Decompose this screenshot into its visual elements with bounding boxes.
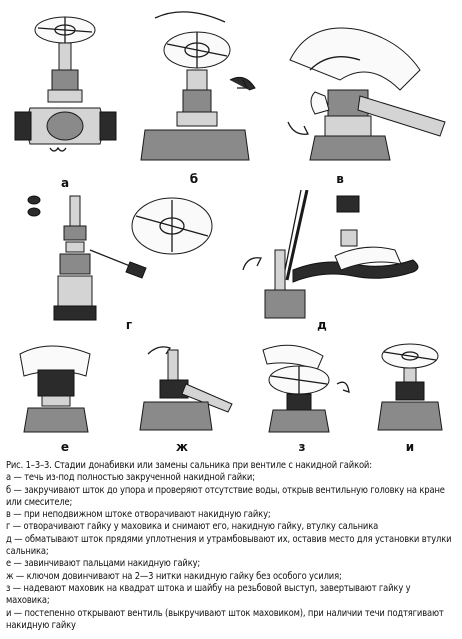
caption-title: Рис. 1–3–3. Стадии донабивки или замены сальника при вентиле с накидной гайкой:: [6, 460, 372, 471]
caption-line-a: а — течь из-под полностью закрученной накидной гайки;: [6, 472, 255, 484]
figure-g-disassembly: [20, 190, 230, 330]
caption-line-e: е — завинчивают пальцами накидную гайку;: [6, 558, 201, 570]
figure-i-open-valve: [370, 340, 455, 435]
figure-zh-wrench-tighten: [130, 340, 235, 435]
figure-label-zh: ж: [176, 440, 188, 454]
caption-line-d: д — обматывают шток прядями уплотнения и утрамбовывают их, оставив место для установки втулки сальника;: [6, 533, 452, 558]
figure-label-a: а: [60, 176, 70, 190]
figure-label-e: е: [60, 440, 70, 454]
figure-caption: [6, 460, 452, 632]
figure-label-v: в: [336, 172, 344, 186]
figure-a-valve: [10, 8, 125, 168]
figure-label-z: з: [298, 440, 306, 454]
figure-z-handwheel-mount: [255, 340, 355, 435]
figure-label-b: б: [189, 172, 199, 186]
figure-d-packing: [235, 190, 455, 330]
caption-line-v: в — при неподвижном штоке отворачивают накидную гайку;: [6, 509, 271, 521]
caption-line-i: и — постепенно открывают вентиль (выкручивают шток маховиком), при наличии течи подтягивают накидную гайку: [6, 607, 444, 631]
caption-line-b: б — закручивают шток до упора и проверяют отсутствие воды, открыв вентильную головку на кране или смесителе;: [6, 484, 445, 508]
caption-line-g: г — отворачивают гайку у маховика и снимают его, накидную гайку, втулку сальника: [6, 521, 379, 533]
figure-label-g: г: [125, 318, 133, 332]
figure-label-d: д: [317, 318, 327, 332]
caption-line-zh: ж — ключом довинчивают на 2—3 нитки накидную гайку без особого усилия;: [6, 570, 342, 582]
caption-line-z: з — надевают маховик на квадрат штока и шайбу на резьбовой выступ, завертывают гайку у маховика;: [6, 582, 411, 607]
figure-b-valve: [125, 10, 265, 170]
figure-e-hand-tighten: [10, 340, 110, 435]
figure-label-i: и: [405, 440, 415, 454]
figure-v-wrench: [270, 10, 455, 170]
